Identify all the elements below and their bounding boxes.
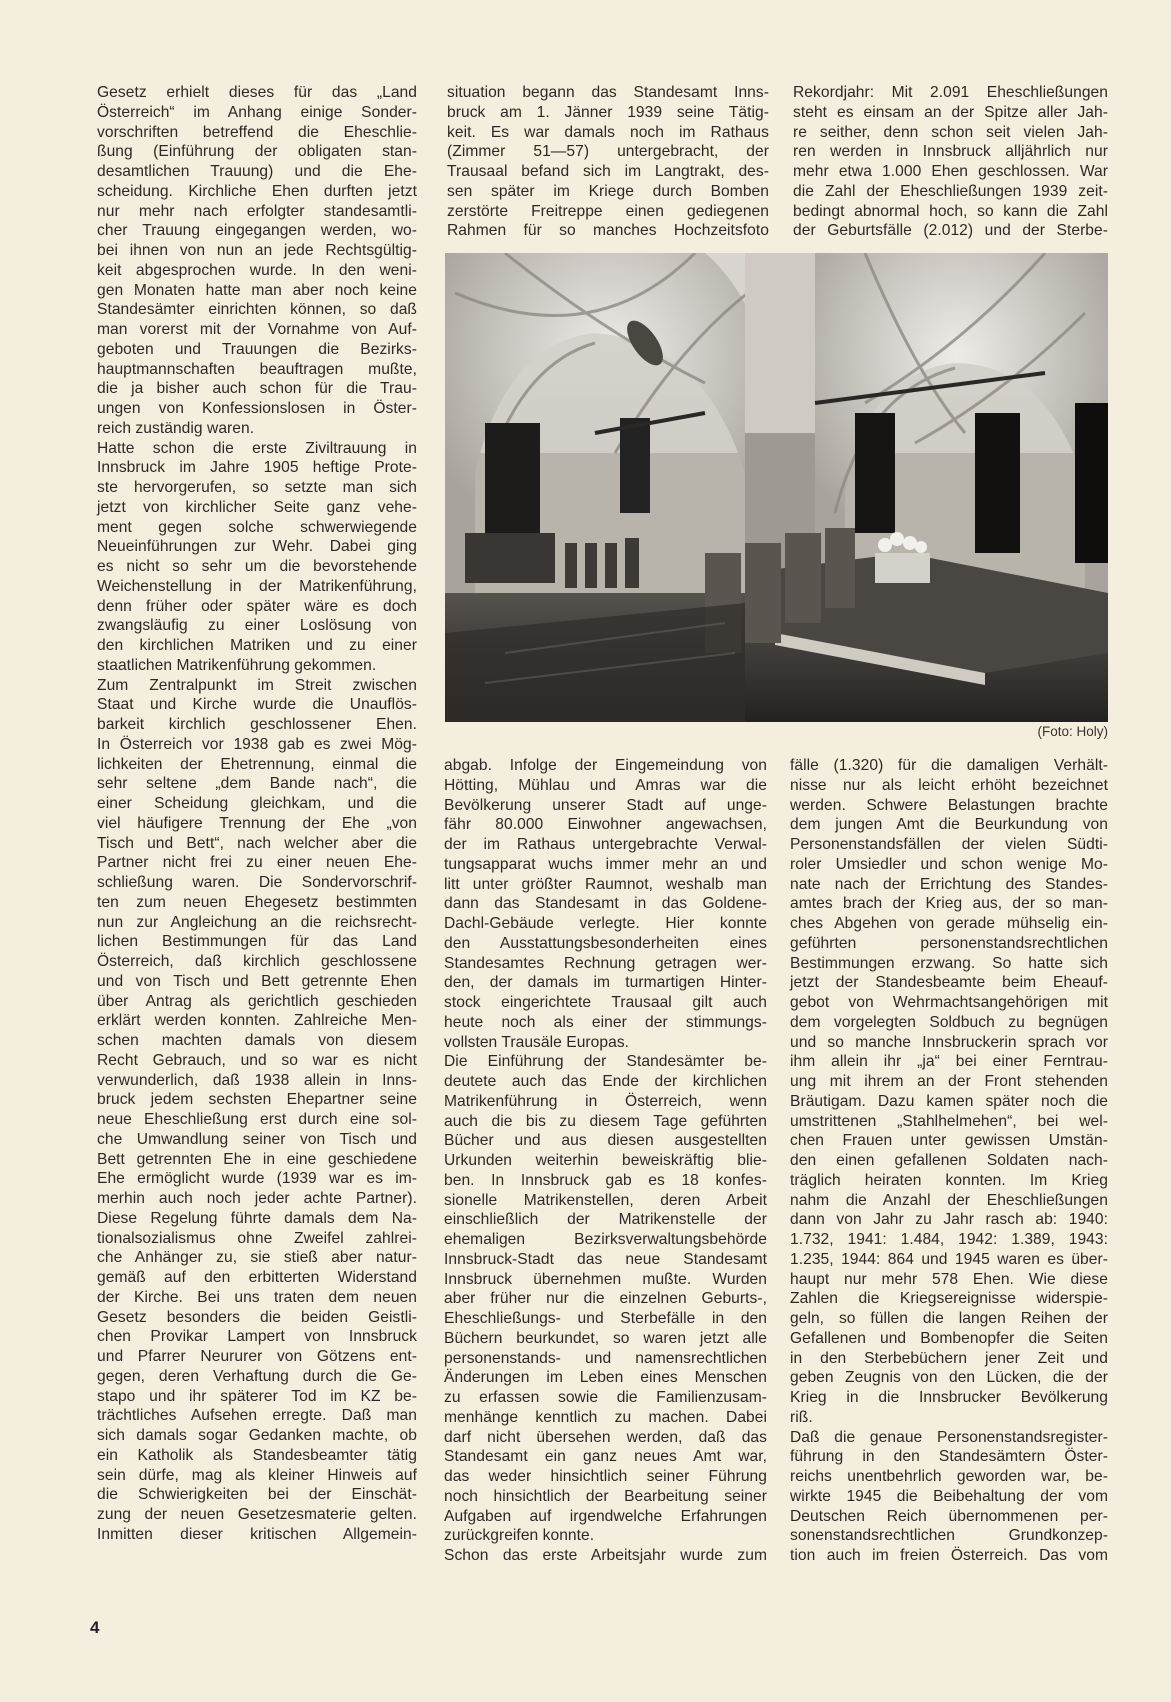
text-line: cher Trauung eingegangen werden, wo- (97, 222, 417, 240)
text-line: sionelle Matrikenstellen, deren Arbeit (444, 1191, 767, 1209)
text-column-2-bottom (444, 756, 767, 1566)
text-line: führung in den Standesämtern Öster- (790, 1448, 1108, 1466)
text-line: chen Frauen unter gewissen Umstän- (790, 1132, 1108, 1150)
text-line: zung der neuen Gesetzesmaterie gelten. (97, 1506, 417, 1523)
text-line: fälle (1.320) für die damaligen Verhält- (790, 757, 1108, 774)
text-line: (Zimmer 51—57) untergebracht, der (447, 143, 769, 161)
text-line: Bett getrennten Ehe in eine geschiedene (97, 1150, 417, 1168)
text-line: auch die bis zu diesem Tage geführten (444, 1112, 767, 1130)
text-line: merhin auch noch jeder achte Partner). (97, 1190, 417, 1207)
text-line: das weder hinsichtlich seiner Führung (444, 1468, 767, 1485)
text-line: Gefallenen und Bombenopfer die Seiten (790, 1329, 1108, 1347)
text-line: die ja bisher auch schon für die Trau- (97, 380, 417, 398)
text-line: gemäß auf den erbitterten Widerstand (97, 1269, 417, 1286)
text-line: und von Tisch und Bett getrennte Ehen (97, 972, 417, 990)
text-line: ment gegen solche schwerwiegende (97, 518, 417, 536)
text-line: stock eingerichtete Trausaal gilt auch (444, 994, 767, 1011)
text-line: reichs unentbehrlich geworden war, be- (790, 1468, 1108, 1485)
text-line: Zum Zentralpunkt im Streit zwischen (97, 676, 417, 694)
text-line: heute noch als einer der stimmungs- (444, 1013, 767, 1031)
text-column-2-top (447, 83, 769, 241)
text-line: Die Einführung der Standesämter be- (444, 1053, 767, 1071)
text-line: zwangsläufig zu einer Loslösung von (97, 617, 417, 635)
text-line: umstrittenen „Stahlhelmehen“, bei wel- (790, 1112, 1108, 1130)
text-line: geln, so füllen die langen Reihen der (790, 1310, 1108, 1327)
text-line: 1.732, 1941: 1.484, 1942: 1.389, 1943: (790, 1231, 1108, 1248)
text-line: Gesetz erhielt dieses für das „Land (97, 84, 417, 101)
text-line: geführten personenstandsrechtlichen (790, 934, 1108, 952)
text-line: bedingt abnormal hoch, so kann die Zahl (793, 202, 1108, 220)
text-line: Innsbruck im Jahre 1905 heftige Prote- (97, 459, 417, 477)
text-line: Dachl-Gebäude verlegte. Hier konnte (444, 915, 767, 932)
text-line: Rahmen für so manches Hochzeitsfoto (447, 222, 769, 240)
text-line: ste hervorgerufen, so setzte man sich (97, 479, 417, 496)
trausaal-photo (445, 253, 1108, 722)
text-line: bruck am 1. Jänner 1939 seine Tätig- (447, 103, 769, 121)
text-line: in den Sterbebüchern jener Zeit und (790, 1349, 1108, 1367)
text-line: zu erfassen sowie die Familienzusam- (444, 1389, 767, 1406)
text-line: einschließlich der Matrikenstelle der (444, 1211, 767, 1229)
text-line: Bücher und aus diesen ausgestellten (444, 1132, 767, 1150)
text-line: hauptmannschaften beauftragen mußte, (97, 360, 417, 378)
text-line: Hatte schon die erste Ziviltrauung in (97, 439, 417, 457)
text-line: wirkte 1945 die Beibehaltung der vom (790, 1487, 1108, 1505)
text-line: noch hinsichtlich der Bearbeitung seiner (444, 1487, 767, 1505)
text-line: re seither, denn schon seit vielen Jah- (793, 123, 1108, 141)
text-line: und Pfarrer Neururer von Götzens ent- (97, 1348, 417, 1365)
text-line: gen Monaten hatte man aber noch keine (97, 281, 417, 299)
text-line: dann von Jahr zu Jahr rasch ab: 1940: (790, 1211, 1108, 1229)
text-line: vorschriften betreffend die Eheschlie- (97, 123, 417, 141)
text-line: Matrikenführung in Österreich, wenn (444, 1092, 767, 1110)
text-line: situation begann das Standesamt Inns- (447, 84, 769, 101)
text-line: dann das Standesamt in das Goldene- (444, 895, 767, 913)
text-line: der im Rathaus untergebrachte Verwal- (444, 836, 767, 853)
text-line: träglich heiraten konnten. Im Krieg (790, 1171, 1108, 1189)
text-line: Büchern beurkundet, so waren jetzt alle (444, 1329, 767, 1347)
text-line: vollsten Trausäle Europas. (444, 1033, 630, 1051)
text-line: Hötting, Mühlau und Amras war die (444, 776, 767, 794)
text-line: keit abgesprochen wurde. In den weni- (97, 261, 417, 279)
text-line: menhänge kenntlich zu machen. Dabei (444, 1408, 767, 1426)
text-line: dem jungen Amt die Beurkundung von (790, 816, 1108, 834)
text-column-1 (97, 83, 417, 1545)
text-line: ßung (Einführung der obligaten stan- (97, 143, 417, 161)
text-line: Innsbruck übernehmen mußte. Wurden (444, 1270, 767, 1288)
text-line: über Antrag als gerichtlich geschieden (97, 992, 417, 1010)
text-line: lichkeiten der Ehetrennung, einmal die (97, 755, 417, 773)
text-line: Eheschließungs- und Sterbefälle in den (444, 1310, 767, 1327)
text-line: Österreich, daß kirchlich geschlossene (97, 953, 417, 970)
text-line: ihm allein ihr „ja“ bei einer Ferntrau- (790, 1053, 1108, 1071)
text-line: In Österreich vor 1938 gab es zwei Mög- (97, 735, 417, 753)
text-line: Österreich“ im Anhang einige Sonder- (97, 103, 417, 121)
text-line: ein Katholik als Standesbeamter tätig (97, 1446, 417, 1464)
text-line: denn früher oder später wäre es doch (97, 597, 417, 615)
text-line: Rekordjahr: Mit 2.091 Eheschließungen (793, 84, 1108, 101)
text-line: amtes brach der Krieg aus, der so man- (790, 895, 1108, 913)
text-line: werden. Schwere Belastungen brachte (790, 796, 1108, 814)
text-line: erklärt werden konnten. Zahlreiche Men- (97, 1012, 417, 1030)
text-line: geben Zeugnis von den Lücken, die der (790, 1369, 1108, 1387)
text-line: staatlichen Matrikenführung gekommen. (97, 656, 377, 674)
text-column-3-bottom (790, 756, 1108, 1566)
page-number: 4 (90, 1618, 100, 1637)
text-line: Standesamt ein ganz neues Amt war, (444, 1448, 767, 1466)
text-line: Diese Regelung führte damals dem Na- (97, 1209, 417, 1227)
text-line: lichen Bestimmungen für das Land (97, 933, 417, 951)
text-column-3-top (793, 83, 1108, 241)
text-line: zerstörte Freitreppe einen gediegenen (447, 202, 769, 220)
text-line: Trausaal befand sich im Langtrakt, des- (447, 163, 769, 180)
text-line: Schon das erste Arbeitsjahr wurde zum (444, 1547, 767, 1564)
text-line: sonenstandsrechtlichen Grundkonzep- (790, 1527, 1108, 1545)
text-line: ung mit ihrem an der Front stehenden (790, 1073, 1108, 1090)
text-line: keit. Es war damals noch im Rathaus (447, 123, 769, 141)
text-line: geboten und Trauungen die Bezirks- (97, 340, 417, 358)
text-line: Standesämter einrichten können, so daß (97, 301, 417, 319)
text-line: Partner nicht frei zu einer neuen Ehe- (97, 854, 417, 872)
text-line: Personenstandsfällen der vielen Südti- (790, 836, 1108, 853)
text-line: gegen, deren Verhaftung durch die Ge- (97, 1367, 417, 1385)
text-line: aber früher nur die einzelnen Geburts-, (444, 1290, 767, 1308)
text-line: darf nicht übersehen werden, daß das (444, 1428, 767, 1446)
text-line: Inmitten dieser kritischen Allgemein- (97, 1525, 417, 1543)
text-line: Bevölkerung unserer Stadt auf unge- (444, 796, 767, 814)
text-line: einer Scheidung gleichkam, und die (97, 795, 417, 812)
text-line: die Schwierigkeiten bei der Einschät- (97, 1486, 417, 1504)
text-line: bruck jedem sechsten Ehepartner seine (97, 1091, 417, 1109)
text-line: deutete auch das Ende der kirchlichen (444, 1073, 767, 1090)
text-line: den, der damals im turmartigen Hinter- (444, 974, 767, 992)
text-line: gebot von Wehrmachtsangehörigen mit (790, 994, 1108, 1011)
text-line: personenstands- und namensrechtlichen (444, 1349, 767, 1367)
text-line: Recht Gebrauch, und so war es nicht (97, 1051, 417, 1069)
text-line: der Geburtsfälle (2.012) und der Sterbe- (793, 222, 1108, 240)
text-line: Aufgaben auf irgendwelche Erfahrungen (444, 1507, 767, 1525)
text-line: haupt nur mehr 578 Ehen. Wie diese (790, 1270, 1108, 1288)
text-line: den einen gefallenen Soldaten nach- (790, 1152, 1108, 1169)
text-line: Standesamtes Rechnung getragen wer- (444, 954, 767, 972)
text-line: mehr etwa 1.000 Ehen geschlossen. War (793, 163, 1108, 180)
text-line: riß. (790, 1408, 813, 1426)
text-line: dem vorgelegten Soldbuch zu begnügen (790, 1013, 1108, 1031)
text-line: tungsapparat wuchs immer mehr an und (444, 855, 767, 873)
text-line: Bräutigam. Dazu kamen später noch die (790, 1092, 1108, 1110)
text-line: tionalsozialismus ohne Zweifel zahlrei- (97, 1229, 417, 1247)
text-line: Bestimmungen erzwang. So hatte sich (790, 954, 1108, 972)
text-line: abgab. Infolge der Eingemeindung von (444, 757, 767, 774)
text-line: ehemaligen Bezirksverwaltungsbehörde (444, 1231, 767, 1248)
text-line: nahm die Anzahl der Eheschließungen (790, 1191, 1108, 1209)
text-line: 1.235, 1944: 864 und 1945 waren es über- (790, 1250, 1108, 1268)
text-line: che Anhänger zu, sie stieß aber natur- (97, 1249, 417, 1267)
text-line: den Ausstattungsbesonderheiten eines (444, 934, 767, 952)
text-line: barkeit kirchlich geschlossener Ehen. (97, 716, 417, 733)
text-line: neue Eheschließung erst durch eine sol- (97, 1111, 417, 1128)
text-line: nur mehr nach erfolgter standesamtli- (97, 202, 417, 220)
text-line: Innsbruck-Stadt das neue Standesamt (444, 1250, 767, 1268)
text-line: Änderungen im Leben eines Menschen (444, 1369, 767, 1387)
text-line: schließung waren. Die Sondervorschrif- (97, 874, 417, 891)
text-line: ungen von Konfessionslosen in Öster- (97, 400, 417, 417)
text-line: che Umwandlung seiner von Tisch und (97, 1130, 417, 1148)
text-line: nisse nur als leicht erhöht bezeichnet (790, 776, 1108, 794)
text-line: Urkunden weiterhin beweiskräftig blie- (444, 1152, 767, 1169)
vaulted-hall-image (445, 253, 1108, 722)
text-line: tion auch im freien Österreich. Das vom (790, 1547, 1108, 1564)
text-line: sein dürfe, mag als kleiner Hinweis auf (97, 1466, 417, 1484)
text-line: Daß die genaue Personenstandsregister- (790, 1428, 1108, 1446)
text-line: Staat und Kirche wurde die Unauflös- (97, 696, 417, 714)
text-line: ren werden in Innsbruck alljährlich nur (793, 143, 1108, 161)
text-line: zurückgreifen konnte. (444, 1527, 595, 1545)
text-line: viel häufigere Trennung der Ehe „von (97, 814, 417, 832)
text-line: ten zum neuen Ehegesetz bestimmten (97, 893, 417, 911)
text-line: Gesetz besonders die beiden Geistli- (97, 1308, 417, 1326)
text-line: litt unter größter Raumnot, weshalb man (444, 875, 767, 893)
text-line: steht es einsam an der Spitze aller Jah- (793, 103, 1108, 121)
text-line: jetzt der Standesbeamte beim Eheauf- (790, 974, 1108, 992)
text-line: Neueinführungen zur Wehr. Dabei ging (97, 538, 417, 556)
text-line: und so manche Innsbruckerin sprach vor (790, 1033, 1108, 1051)
text-line: Krieg in die Innsbrucker Bevölkerung (790, 1389, 1108, 1406)
text-line: nate nach der Errichtung des Standes- (790, 875, 1108, 893)
text-line: bei ihnen von nun an jede Rechtsgültig- (97, 242, 417, 259)
text-line: ben. In Innsbruck gab es 18 konfes- (444, 1171, 767, 1189)
text-line: desamtlichen Trauung) und die Ehe- (97, 163, 417, 180)
text-line: fähr 80.000 Einwohner angewachsen, (444, 816, 767, 834)
text-line: die Zahl der Eheschließungen 1939 zeit- (793, 182, 1108, 200)
text-line: trächtliches Aufsehen erregte. Daß man (97, 1407, 417, 1425)
text-line: nun zur Angleichung an die reichsrecht- (97, 913, 417, 931)
text-line: reich zuständig waren. (97, 419, 255, 437)
text-line: der Kirche. Bei uns traten dem neuen (97, 1288, 417, 1306)
text-line: Zahlen die Kriegsereignisse widerspie- (790, 1290, 1108, 1308)
text-line: chen Provikar Lampert von Innsbruck (97, 1328, 417, 1346)
text-line: jetzt von kirchlicher Seite ganz vehe- (97, 498, 417, 516)
text-line: es nicht so sehr um die bevorstehende (97, 558, 417, 575)
text-line: man vorerst mit der Vornahme von Auf- (97, 321, 417, 338)
photo-caption: (Foto: Holy) (1037, 724, 1108, 739)
text-line: scheidung. Kirchliche Ehen durften jetzt (97, 182, 417, 200)
text-line: Tisch und Bett“, nach welcher aber die (97, 834, 417, 852)
text-line: sich damals sogar Gedanken machte, ob (97, 1427, 417, 1444)
text-line: ches Abgehen von gerade mühselig ein- (790, 915, 1108, 932)
text-line: stapo und ihr späterer Tod im KZ be- (97, 1387, 417, 1405)
text-line: Ehe ermöglicht wurde (1939 war es im- (97, 1170, 417, 1188)
text-line: Deutschen Reich übernommenen per- (790, 1507, 1108, 1525)
text-line: sehr seltene „dem Bande nach“, die (97, 775, 417, 793)
text-line: den kirchlichen Matriken und zu einer (97, 637, 417, 654)
text-line: roler Umsiedler und schon wenige Mo- (790, 855, 1108, 873)
text-line: Weichenstellung in der Matrikenführung, (97, 577, 417, 595)
text-line: schen machten damals von diesem (97, 1032, 417, 1049)
text-line: verwunderlich, daß 1938 allein in Inns- (97, 1071, 417, 1089)
text-line: sen später im Kriege durch Bomben (447, 182, 769, 200)
